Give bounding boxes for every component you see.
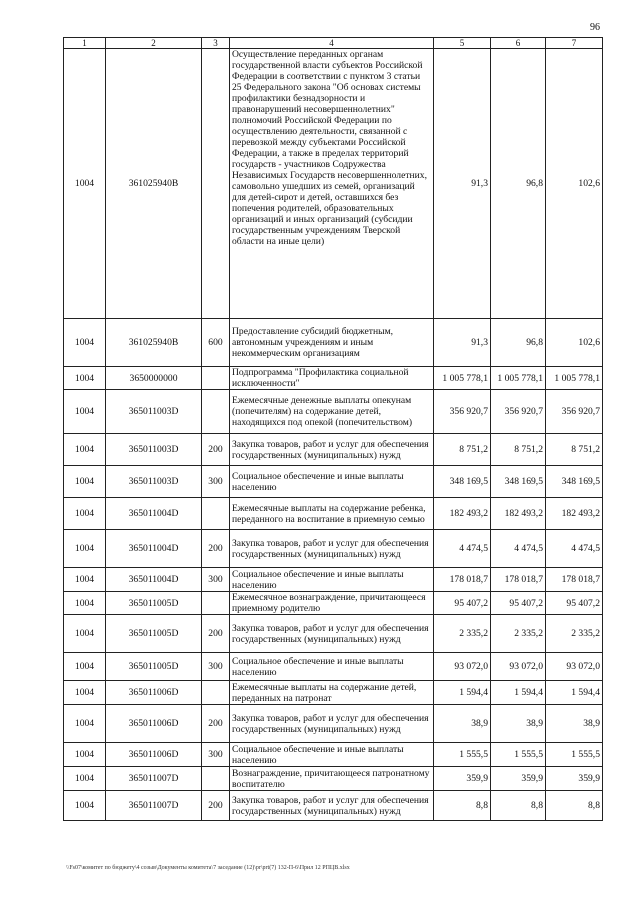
value-year2-cell: 93 072,0 (491, 653, 546, 681)
value-year3-cell: 102,6 (546, 49, 603, 319)
value-year2-cell: 8 751,2 (491, 434, 546, 466)
value-year3-cell: 2 335,2 (546, 615, 603, 653)
value-year1-cell: 95 407,2 (434, 592, 491, 615)
value-year3-cell: 356 920,7 (546, 390, 603, 434)
value-year3-cell: 38,9 (546, 705, 603, 743)
target-article-cell: 365011003D (106, 434, 202, 466)
section-code-cell: 1004 (64, 767, 106, 791)
expense-type-cell: 200 (202, 705, 230, 743)
value-year2-cell: 38,9 (491, 705, 546, 743)
table-row (64, 767, 603, 791)
target-article-cell: 361025940В (106, 319, 202, 367)
section-code-cell: 1004 (64, 615, 106, 653)
column-header: 2 (106, 38, 202, 49)
value-year2-cell: 1 005 778,1 (491, 367, 546, 390)
description-cell: Предоставление субсидий бюджетным, автономным учреждениям и иным некоммерческим организациям (230, 319, 434, 367)
description-cell: Осуществление переданных органам государственной власти субъектов Российской Федерации в соответствии с пунктом 3 статьи 25 Федерального закона "Об основах системы профилактики безнадзорности и правонарушений несовершеннолетних" полномочий Российской Федерации по осуществлению деятельности, связанной с перевозкой между субъектами Российской Федерации, а также в пределах территорий государств - участников Содружества Независимых Государств несовершеннолетних, самовольно ушедших из семей, организаций для детей-сирот и детей, оставшихся без попечения родителей, образовательных организаций и иных организаций (субсидии государственным учреждениям Тверской области на иные цели) (230, 49, 434, 319)
target-article-cell: 365011006D (106, 681, 202, 705)
section-code-cell: 1004 (64, 530, 106, 568)
value-year3-cell: 95 407,2 (546, 592, 603, 615)
value-year3-cell: 182 493,2 (546, 498, 603, 530)
expense-type-cell: 200 (202, 434, 230, 466)
table-row (64, 592, 603, 615)
target-article-cell: 361025940В (106, 49, 202, 319)
table-row (64, 367, 603, 390)
description-cell: Социальное обеспечение и иные выплаты населению (230, 568, 434, 592)
value-year1-cell: 182 493,2 (434, 498, 491, 530)
expense-type-cell: 300 (202, 466, 230, 498)
description-cell: Закупка товаров, работ и услуг для обеспечения государственных (муниципальных) нужд (230, 705, 434, 743)
description-cell: Закупка товаров, работ и услуг для обеспечения государственных (муниципальных) нужд (230, 791, 434, 821)
description-cell: Социальное обеспечение и иные выплаты населению (230, 743, 434, 767)
table-row (64, 466, 603, 498)
table-row (64, 791, 603, 821)
value-year2-cell: 182 493,2 (491, 498, 546, 530)
value-year3-cell: 359,9 (546, 767, 603, 791)
table-row (64, 653, 603, 681)
description-cell: Социальное обеспечение и иные выплаты населению (230, 653, 434, 681)
target-article-cell: 3650000000 (106, 367, 202, 390)
page-number: 96 (590, 22, 600, 33)
section-code-cell: 1004 (64, 705, 106, 743)
table-row (64, 49, 603, 319)
budget-table (63, 37, 603, 821)
value-year1-cell: 1 594,4 (434, 681, 491, 705)
expense-type-cell (202, 681, 230, 705)
value-year1-cell: 359,9 (434, 767, 491, 791)
column-header: 1 (64, 38, 106, 49)
description-cell: Закупка товаров, работ и услуг для обеспечения государственных (муниципальных) нужд (230, 615, 434, 653)
section-code-cell: 1004 (64, 498, 106, 530)
table-row (64, 530, 603, 568)
value-year3-cell: 8 751,2 (546, 434, 603, 466)
target-article-cell: 365011006D (106, 743, 202, 767)
target-article-cell: 365011004D (106, 498, 202, 530)
value-year1-cell: 91,3 (434, 49, 491, 319)
description-cell: Закупка товаров, работ и услуг для обеспечения государственных (муниципальных) нужд (230, 530, 434, 568)
value-year2-cell: 2 335,2 (491, 615, 546, 653)
description-cell: Ежемесячные выплаты на содержание детей, переданных на патронат (230, 681, 434, 705)
expense-type-cell: 200 (202, 530, 230, 568)
target-article-cell: 365011005D (106, 653, 202, 681)
value-year1-cell: 1 555,5 (434, 743, 491, 767)
value-year1-cell: 8 751,2 (434, 434, 491, 466)
value-year1-cell: 2 335,2 (434, 615, 491, 653)
section-code-cell: 1004 (64, 592, 106, 615)
section-code-cell: 1004 (64, 390, 106, 434)
table-row (64, 390, 603, 434)
expense-type-cell (202, 767, 230, 791)
section-code-cell: 1004 (64, 743, 106, 767)
table-row (64, 705, 603, 743)
value-year1-cell: 356 920,7 (434, 390, 491, 434)
description-cell: Социальное обеспечение и иные выплаты населению (230, 466, 434, 498)
column-header: 5 (434, 38, 491, 49)
description-cell: Ежемесячное вознаграждение, причитающееся приемному родителю (230, 592, 434, 615)
description-cell: Закупка товаров, работ и услуг для обеспечения государственных (муниципальных) нужд (230, 434, 434, 466)
expense-type-cell: 300 (202, 653, 230, 681)
target-article-cell: 365011005D (106, 615, 202, 653)
value-year2-cell: 8,8 (491, 791, 546, 821)
value-year2-cell: 96,8 (491, 319, 546, 367)
description-cell: Подпрограмма "Профилактика социальной исключенности" (230, 367, 434, 390)
description-cell: Ежемесячные денежные выплаты опекунам (попечителям) на содержание детей, находящихся под опекой (попечительством) (230, 390, 434, 434)
expense-type-cell: 300 (202, 568, 230, 592)
table-row (64, 319, 603, 367)
expense-type-cell (202, 367, 230, 390)
value-year2-cell: 359,9 (491, 767, 546, 791)
expense-type-cell: 200 (202, 615, 230, 653)
value-year1-cell: 8,8 (434, 791, 491, 821)
expense-type-cell: 200 (202, 791, 230, 821)
column-header: 7 (546, 38, 603, 49)
value-year1-cell: 91,3 (434, 319, 491, 367)
value-year2-cell: 95 407,2 (491, 592, 546, 615)
target-article-cell: 365011007D (106, 791, 202, 821)
column-header-row (64, 38, 603, 49)
expense-type-cell (202, 592, 230, 615)
expense-type-cell: 600 (202, 319, 230, 367)
value-year3-cell: 178 018,7 (546, 568, 603, 592)
value-year2-cell: 1 594,4 (491, 681, 546, 705)
section-code-cell: 1004 (64, 568, 106, 592)
value-year2-cell: 348 169,5 (491, 466, 546, 498)
value-year3-cell: 8,8 (546, 791, 603, 821)
value-year1-cell: 348 169,5 (434, 466, 491, 498)
target-article-cell: 365011003D (106, 390, 202, 434)
value-year3-cell: 1 594,4 (546, 681, 603, 705)
table-row (64, 743, 603, 767)
description-cell: Вознаграждение, причитающееся патронатному воспитателю (230, 767, 434, 791)
section-code-cell: 1004 (64, 653, 106, 681)
table-row (64, 681, 603, 705)
value-year3-cell: 1 005 778,1 (546, 367, 603, 390)
value-year1-cell: 4 474,5 (434, 530, 491, 568)
value-year2-cell: 4 474,5 (491, 530, 546, 568)
target-article-cell: 365011004D (106, 530, 202, 568)
value-year3-cell: 102,6 (546, 319, 603, 367)
target-article-cell: 365011003D (106, 466, 202, 498)
value-year3-cell: 93 072,0 (546, 653, 603, 681)
value-year2-cell: 178 018,7 (491, 568, 546, 592)
column-header: 3 (202, 38, 230, 49)
expense-type-cell: 300 (202, 743, 230, 767)
value-year3-cell: 348 169,5 (546, 466, 603, 498)
column-header: 4 (230, 38, 434, 49)
expense-type-cell (202, 390, 230, 434)
value-year1-cell: 93 072,0 (434, 653, 491, 681)
column-header: 6 (491, 38, 546, 49)
file-path-footer: \\Fs07\комитет по бюджету\4 созыв\Документы комитета\7 заседание (12)\pr\prt(7) 132-П-6\Прил 12 РПЦВ.xlsx (66, 865, 350, 871)
section-code-cell: 1004 (64, 681, 106, 705)
value-year1-cell: 1 005 778,1 (434, 367, 491, 390)
section-code-cell: 1004 (64, 367, 106, 390)
table-row (64, 615, 603, 653)
target-article-cell: 365011006D (106, 705, 202, 743)
value-year1-cell: 38,9 (434, 705, 491, 743)
section-code-cell: 1004 (64, 466, 106, 498)
section-code-cell: 1004 (64, 49, 106, 319)
expense-type-cell (202, 498, 230, 530)
table-body (64, 38, 603, 821)
table-row (64, 434, 603, 466)
description-cell: Ежемесячные выплаты на содержание ребенка, переданного на воспитание в приемную семью (230, 498, 434, 530)
value-year2-cell: 1 555,5 (491, 743, 546, 767)
value-year1-cell: 178 018,7 (434, 568, 491, 592)
expense-type-cell (202, 49, 230, 319)
target-article-cell: 365011004D (106, 568, 202, 592)
section-code-cell: 1004 (64, 791, 106, 821)
value-year2-cell: 96,8 (491, 49, 546, 319)
value-year3-cell: 4 474,5 (546, 530, 603, 568)
target-article-cell: 365011005D (106, 592, 202, 615)
target-article-cell: 365011007D (106, 767, 202, 791)
table-row (64, 498, 603, 530)
value-year2-cell: 356 920,7 (491, 390, 546, 434)
value-year3-cell: 1 555,5 (546, 743, 603, 767)
section-code-cell: 1004 (64, 434, 106, 466)
table-row (64, 568, 603, 592)
section-code-cell: 1004 (64, 319, 106, 367)
